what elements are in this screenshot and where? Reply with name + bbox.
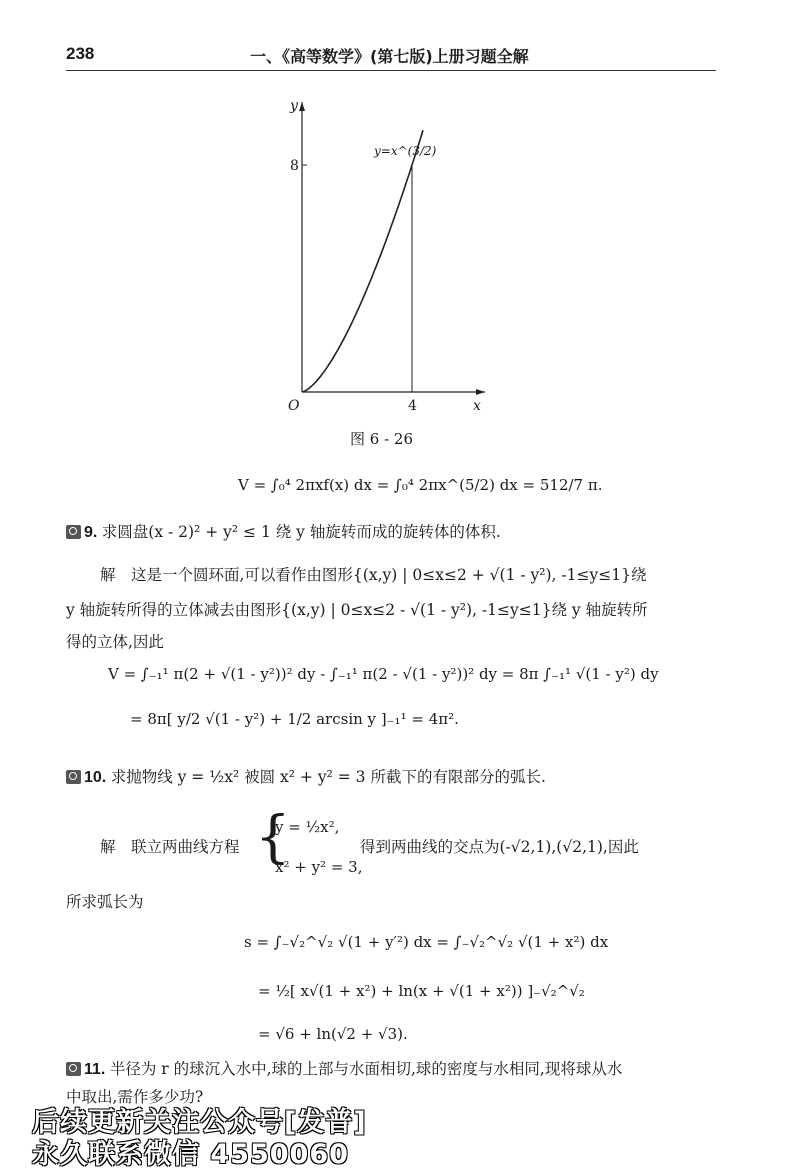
problem-10: 10. 求抛物线 y = ½x² 被圆 x² + y² = 3 所截下的有限部分的弧长. (66, 765, 546, 787)
problem-number: 10 (84, 769, 102, 786)
solution-10-eq-2: = ½[ x√(1 + x²) + ln(x + √(1 + x²)) ]₋√₂^√₂ (258, 982, 585, 1000)
system-eq-1: y = ½x², (275, 818, 339, 836)
solution-10-result: 得到两曲线的交点为(-√2,1),(√2,1),因此 (360, 835, 639, 857)
solution-10-eq-3: = √6 + ln(√2 + √3). (258, 1025, 408, 1043)
solution-9-eq-1: V = ∫₋₁¹ π(2 + √(1 - y²))² dy - ∫₋₁¹ π(2 - √(1 - y²))² dy = 8π ∫₋₁¹ √(1 - y²) dy (108, 665, 659, 683)
y-axis-label: y (289, 98, 299, 114)
running-title: 一、《高等数学》(第七版)上册习题全解 (250, 44, 529, 67)
solution-9-eq-2: = 8π[ y/2 √(1 - y²) + 1/2 arcsin y ]₋₁¹ = 4π². (130, 710, 459, 728)
x-tick-label: 4 (408, 398, 417, 414)
y-axis-arrow (299, 102, 305, 111)
curve-y-x-3-2 (302, 130, 423, 392)
eq-text: V = ∫₀⁴ 2πxf(x) dx = ∫₀⁴ 2πx^(5/2) dx = 512/7 π. (238, 476, 603, 494)
solution-9-line-1: 解 这是一个圆环面,可以看作由图形{(x,y) | 0≤x≤2 + √(1 - y²), -1≤y≤1}绕 (100, 563, 646, 585)
page-number: 238 (66, 44, 94, 64)
system-eq-2: x² + y² = 3, (275, 858, 362, 876)
problem-number: 11 (84, 1061, 101, 1078)
y-tick-label: 8 (290, 158, 299, 174)
solution-10-eq-1: s = ∫₋√₂^√₂ √(1 + y′²) dx = ∫₋√₂^√₂ √(1 + x²) dx (244, 933, 608, 951)
solution-10-line-2: 所求弧长为 (66, 890, 144, 912)
problem-9: 9. 求圆盘(x - 2)² + y² ≤ 1 绕 y 轴旋转而成的旋转体的体积. (66, 520, 501, 542)
search-icon (66, 1062, 81, 1076)
header-rule (66, 70, 716, 71)
problem-statement: 求圆盘(x - 2)² + y² ≤ 1 绕 y 轴旋转而成的旋转体的体积. (102, 523, 501, 541)
volume-equation (238, 476, 603, 494)
search-icon (66, 770, 81, 784)
figure-caption: 图 6 - 26 (350, 428, 413, 449)
problem-number: 9 (84, 524, 93, 541)
solution-9-line-2: y 轴旋转所得的立体减去由图形{(x,y) | 0≤x≤2 - √(1 - y²), -1≤y≤1}绕 y 轴旋转所 (66, 598, 648, 620)
search-icon (66, 525, 81, 539)
x-axis-arrow (476, 389, 485, 395)
solution-9-line-3: 得的立体,因此 (66, 630, 164, 652)
problem-11-line-2: 中取出,需作多少功? (66, 1085, 203, 1107)
problem-statement: 求抛物线 y = ½x² 被圆 x² + y² = 3 所截下的有限部分的弧长. (111, 768, 546, 786)
origin-label: O (288, 398, 300, 414)
problem-11: 11. 半径为 r 的球沉入水中,球的上部与水面相切,球的密度与水相同,现将球从水 (66, 1057, 622, 1079)
watermark-line-1: 后续更新关注公众号[发普] (32, 1100, 367, 1139)
watermark-line-2: 永久联系微信 4550060 (32, 1132, 349, 1171)
system-brace: { (255, 810, 291, 866)
curve-label: y=x^(3/2) (373, 144, 437, 158)
figure-6-26 (270, 90, 500, 420)
problem-statement: 半径为 r 的球沉入水中,球的上部与水面相切,球的密度与水相同,现将球从水 (110, 1060, 623, 1078)
x-axis-label: x (473, 398, 481, 414)
solution-10-intro: 解 联立两曲线方程 (100, 835, 240, 857)
